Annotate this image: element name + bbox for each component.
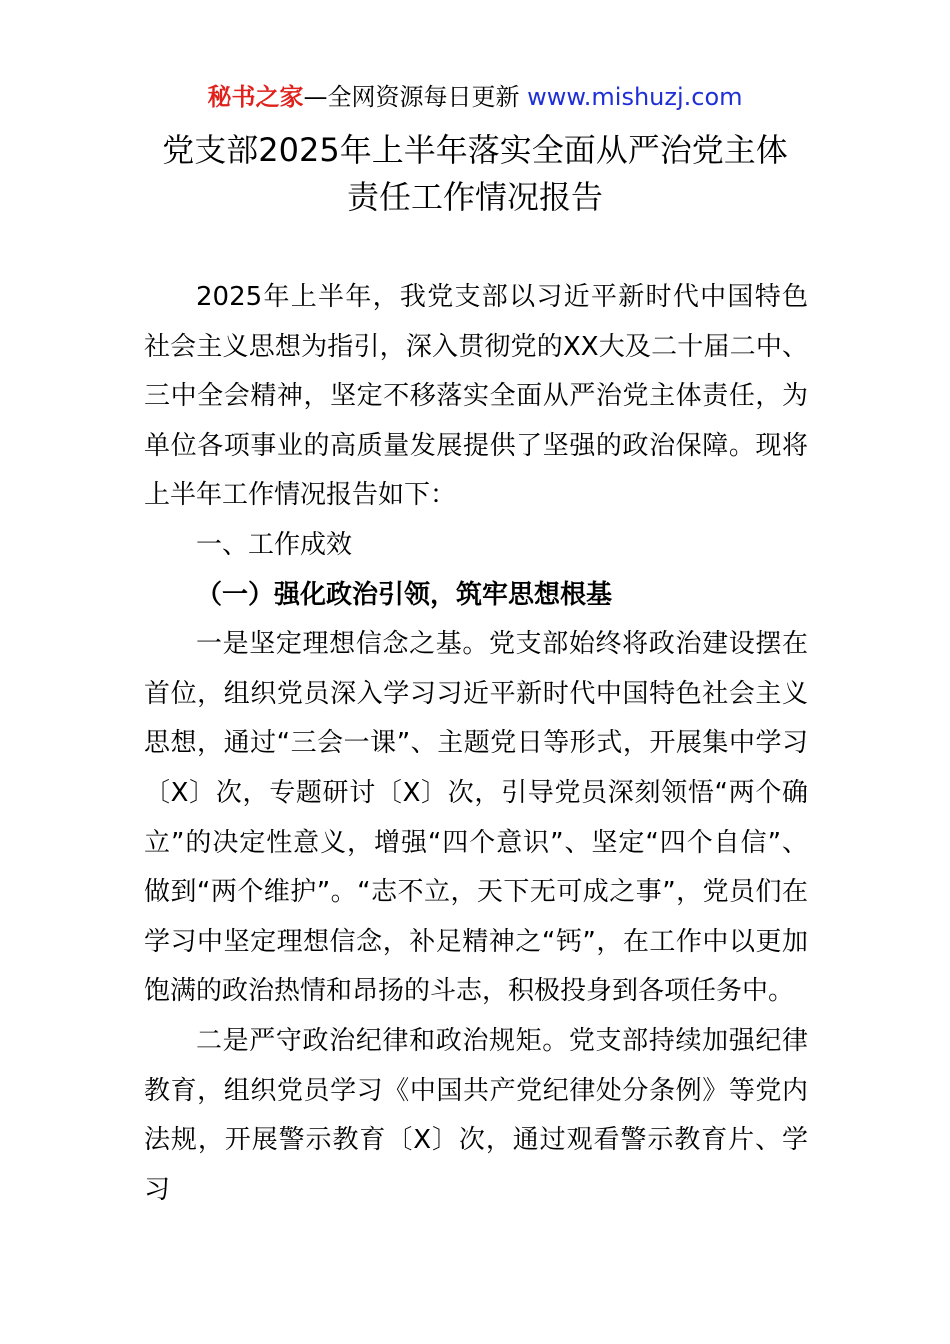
body-paragraph: 二是严守政治纪律和政治规矩。党支部持续加强纪律教育，组织党员学习《中国共产党纪律处分条例》等党内法规，开展警示教育〔X〕次，通过观看警示教育片、学习 [144, 1025, 808, 1205]
document-title-line-1: 党支部2025年上半年落实全面从严治党主体 [162, 131, 788, 169]
section-heading: 一、工作成效 [196, 529, 353, 560]
site-link[interactable]: www.mishuzj.com [527, 83, 743, 111]
document-title-line-2: 责任工作情况报告 [346, 178, 603, 216]
brand-name: 秘书之家 [207, 83, 304, 111]
watermark-header [0, 80, 950, 114]
subsection-heading: （一）强化政治引领，筑牢思想根基 [196, 579, 613, 610]
document-body [144, 273, 808, 1215]
body-paragraph: 一是坚定理想信念之基。党支部始终将政治建设摆在首位，组织党员深入学习习近平新时代中国特色社会主义思想，通过“三会一课”、主题党日等形式，开展集中学习〔X〕次，专题研讨〔X〕次，引导党员深刻领悟“两个确立”的决定性意义，增强“四个意识”、坚定“四个自信”、做到“两个维护”。“志不立，天下无可成之事”，党员们在学习中坚定理想信念，补足精神之“钙”，在工作中以更加饱满的政治热情和昂扬的斗志，积极投身到各项任务中。 [144, 629, 808, 1007]
header-tagline: —全网资源每日更新 [303, 83, 520, 111]
intro-paragraph: 2025年上半年，我党支部以习近平新时代中国特色社会主义思想为指引，深入贯彻党的XX大及二十届二中、三中全会精神，坚定不移落实全面从严治党主体责任，为单位各项事业的高质量发展提供了坚强的政治保障。现将上半年工作情况报告如下： [144, 282, 808, 511]
